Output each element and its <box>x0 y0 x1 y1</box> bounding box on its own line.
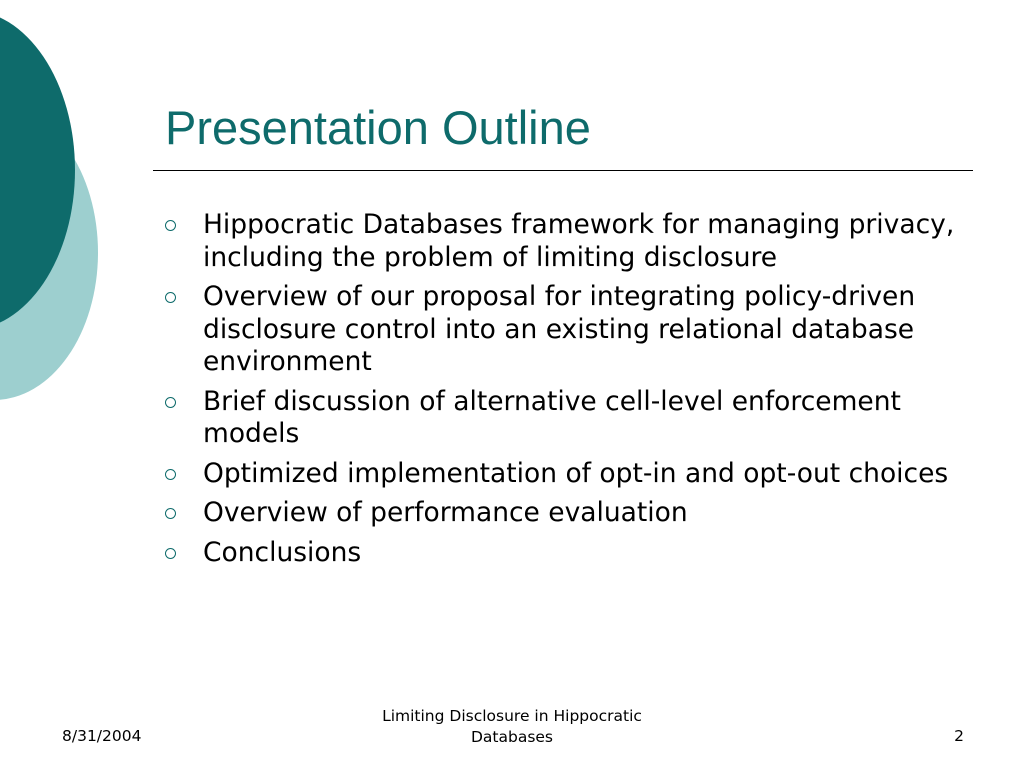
bullet-item <box>0 458 973 491</box>
footer-page-number: 2 <box>954 727 964 745</box>
bullet-text: Overview of performance evaluation <box>203 497 688 528</box>
title-divider <box>153 170 973 171</box>
bullet-item <box>0 386 973 451</box>
bullet-text: Brief discussion of alternative cell-level enforcement models <box>203 385 901 449</box>
circle-bullet-icon <box>165 508 176 519</box>
bullet-text: Conclusions <box>203 536 362 568</box>
bullet-item <box>0 537 973 570</box>
bullet-text: Optimized implementation of opt-in and opt-out choices <box>203 457 949 489</box>
footer-presentation-title: Limiting Disclosure in Hippocratic Databases <box>382 707 642 746</box>
bullet-text: Overview of our proposal for integrating policy-driven disclosure control into an existing relational database environment <box>203 281 916 377</box>
slide-title: Presentation Outline <box>165 101 591 154</box>
circle-bullet-icon <box>165 220 176 231</box>
bullet-item <box>0 209 973 274</box>
bullet-item <box>0 497 973 530</box>
footer-date: 8/31/2004 <box>62 727 142 745</box>
circle-bullet-icon <box>165 397 176 408</box>
bullet-item <box>0 281 973 379</box>
bullet-text: Hippocratic Databases framework for managing privacy, including the problem of limiting disclosure <box>203 209 955 273</box>
bullet-list <box>0 209 973 576</box>
circle-bullet-icon <box>165 292 176 303</box>
circle-bullet-icon <box>165 548 176 559</box>
circle-bullet-icon <box>165 469 176 480</box>
